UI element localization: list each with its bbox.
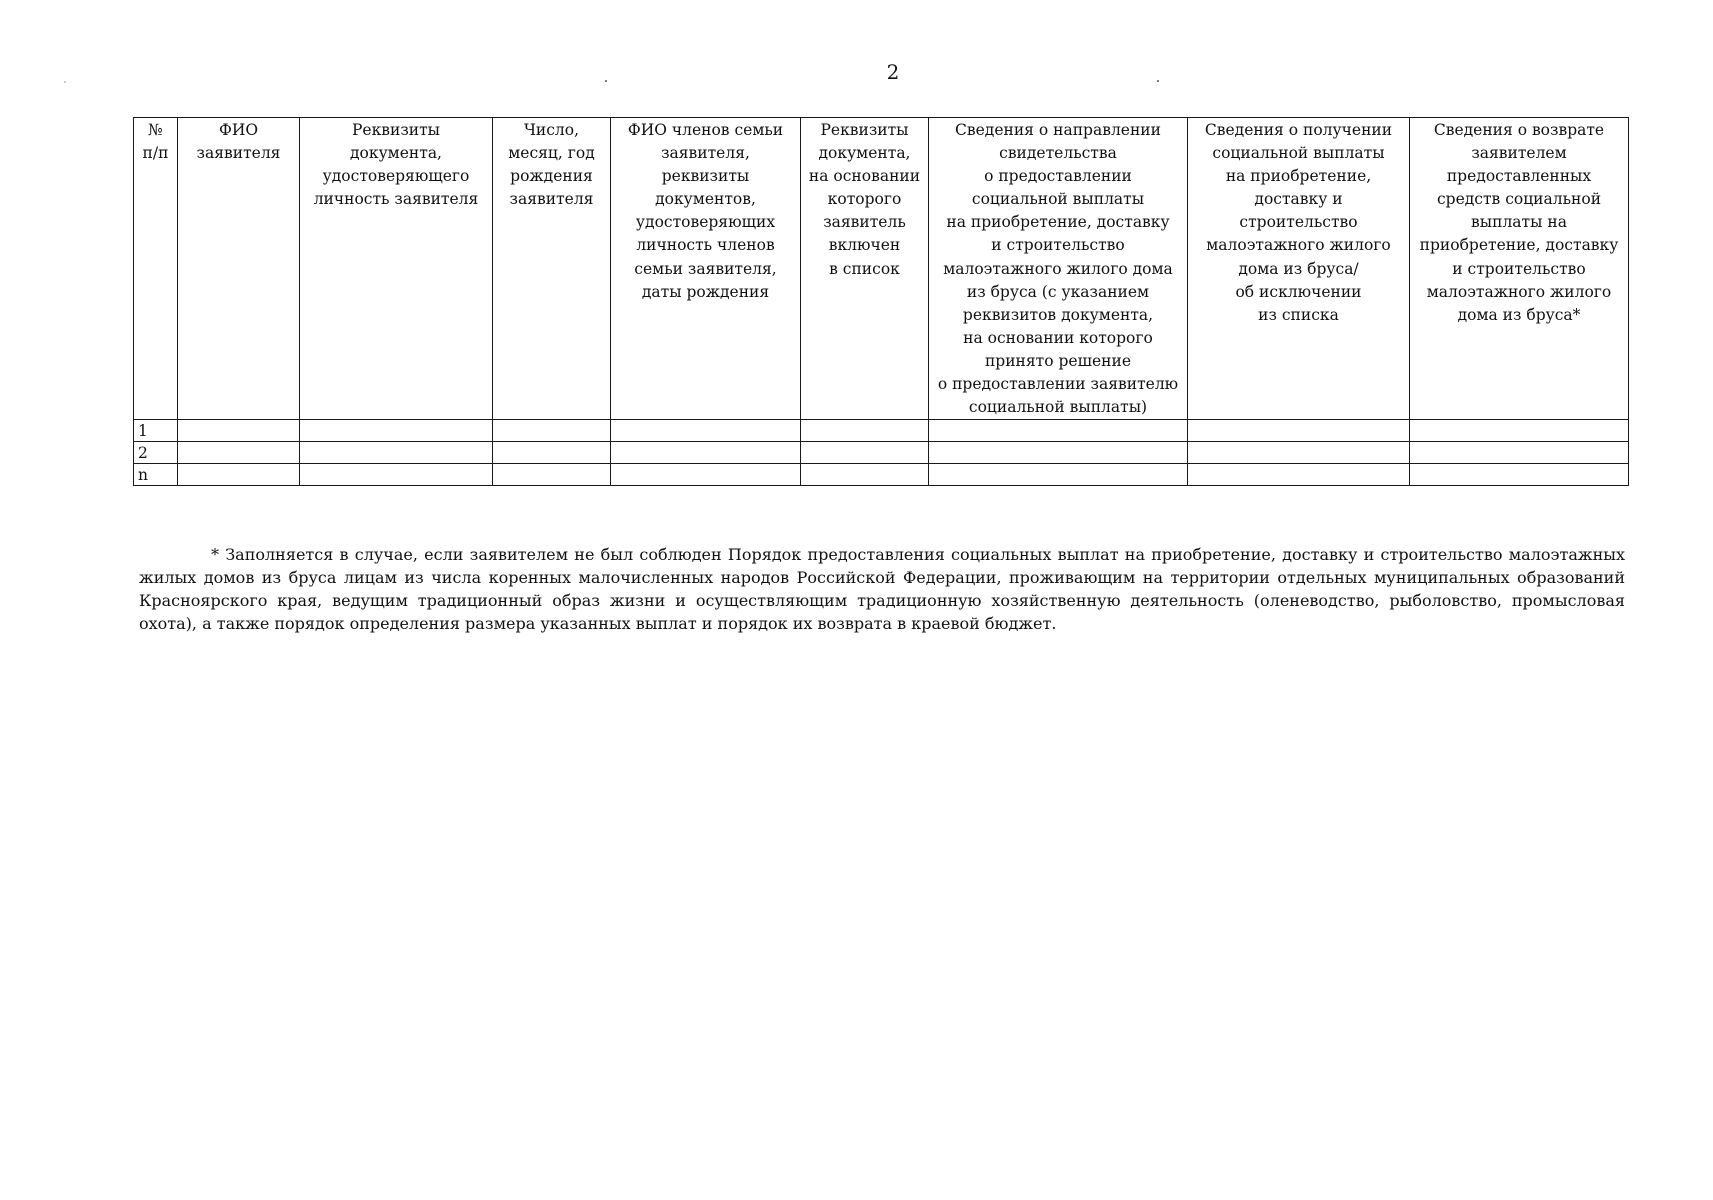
page-number: 2 xyxy=(886,60,900,84)
table-cell xyxy=(493,442,611,464)
table-cell xyxy=(1410,464,1629,486)
table-cell xyxy=(300,464,493,486)
header-cell-identity-document: Реквизиты документа, удостоверяющего личность заявителя xyxy=(300,118,493,420)
row-number-cell: 1 xyxy=(134,420,178,442)
table-cell xyxy=(801,464,929,486)
table-cell xyxy=(1410,420,1629,442)
row-number-cell: n xyxy=(134,464,178,486)
table-cell xyxy=(1188,420,1410,442)
table-cell xyxy=(1410,442,1629,464)
table-cell xyxy=(801,420,929,442)
table-cell xyxy=(611,442,801,464)
table-cell xyxy=(300,420,493,442)
table-cell xyxy=(801,442,929,464)
header-cell-applicant-name: ФИО заявителя xyxy=(178,118,300,420)
header-cell-certificate-info: Сведения о направлении свидетельства о предоставлении социальной выплаты на приобретение, доставку и строительство малоэтажного жилого дома из бруса (с указанием реквизитов документа, на основании которого принято решение о предоставлении заявителю социальной выплаты) xyxy=(929,118,1188,420)
table-cell xyxy=(1188,464,1410,486)
table-cell xyxy=(178,442,300,464)
table-row xyxy=(134,464,1629,486)
table-cell xyxy=(929,464,1188,486)
table-cell xyxy=(300,442,493,464)
scan-speck xyxy=(1157,80,1159,82)
table-cell xyxy=(178,420,300,442)
table-cell xyxy=(493,464,611,486)
footnote: * Заполняется в случае, если заявителем не был соблюден Порядок предоставления социальных выплат на приобретение, доставку и строительство малоэтажных жилых домов из бруса лицам из числа коренных малочисленных народов Российской Федерации, проживающим на территории отдельных муниципальных образований Красноярского края, ведущим традиционный образ жизни и осуществляющим традиционную хозяйственную деятельность (оленеводство, рыболовство, промысловая охота), а также порядок определения размера указанных выплат и порядок их возврата в краевой бюджет. xyxy=(139,545,1625,633)
table-cell xyxy=(929,420,1188,442)
header-cell-birth-date: Число, месяц, год рождения заявителя xyxy=(493,118,611,420)
scan-speck xyxy=(64,81,66,83)
table-cell xyxy=(1188,442,1410,464)
table-cell xyxy=(493,420,611,442)
table-row xyxy=(134,420,1629,442)
register-table xyxy=(133,117,1629,486)
table-cell xyxy=(929,442,1188,464)
header-cell-payment-return: Сведения о возврате заявителем предоставленных средств социальной выплаты на приобретение, доставку и строительство малоэтажного жилого дома из бруса* xyxy=(1410,118,1629,420)
table-row xyxy=(134,442,1629,464)
header-cell-inclusion-document: Реквизиты документа, на основании которого заявитель включен в список xyxy=(801,118,929,420)
scan-speck xyxy=(605,80,607,82)
header-cell-payment-receipt: Сведения о получении социальной выплаты на приобретение, доставку и строительство малоэтажного жилого дома из бруса/ об исключении из списка xyxy=(1188,118,1410,420)
table-cell xyxy=(611,420,801,442)
table-cell xyxy=(611,464,801,486)
header-cell-number: № п/п xyxy=(134,118,178,420)
header-cell-family-members: ФИО членов семьи заявителя, реквизиты документов, удостоверяющих личность членов семьи заявителя, даты рождения xyxy=(611,118,801,420)
table-cell xyxy=(178,464,300,486)
table-header-row xyxy=(134,118,1629,420)
row-number-cell: 2 xyxy=(134,442,178,464)
